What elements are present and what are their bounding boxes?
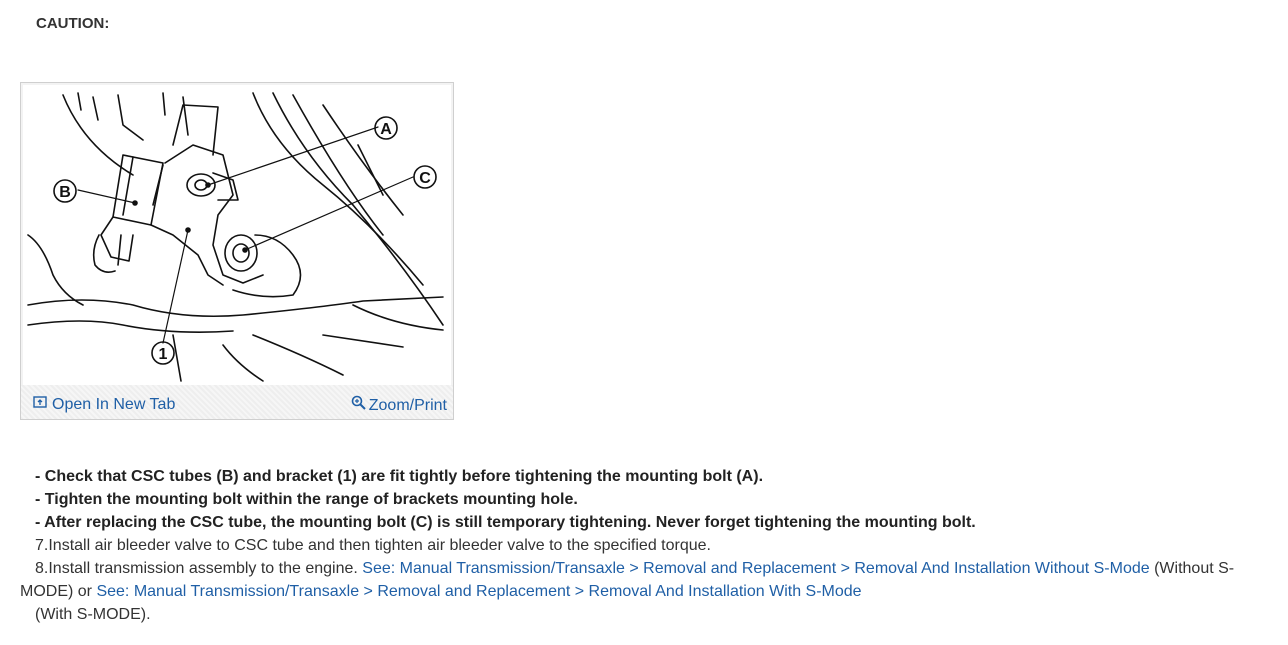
callout-c-label: C (419, 170, 431, 187)
figure-container (20, 82, 454, 420)
step-7: 7.Install air bleeder valve to CSC tube and then tighten air bleeder valve to the specified torque. (35, 537, 711, 554)
without-s-mode-link[interactable]: See: Manual Transmission/Transaxle > Removal and Replacement > Removal And Installation Without S-Mode (362, 560, 1150, 577)
step-8-middle-text: (Without S-MODE) or (20, 560, 1235, 600)
callout-b-label: B (59, 184, 71, 201)
step-8-text: 8.Install transmission assembly to the engine. (35, 560, 363, 577)
zoom-print-label: Zoom/Print (368, 396, 447, 414)
zoom-print-button[interactable] (351, 395, 447, 416)
with-s-mode-link[interactable]: See: Manual Transmission/Transaxle > Removal and Replacement > Removal And Installation With S-Mode (96, 583, 862, 600)
magnifier-icon (351, 395, 367, 416)
callout-a-label: A (380, 121, 392, 138)
open-in-new-tab-label: Open In New Tab (52, 395, 176, 413)
caution-bullet-1: - Check that CSC tubes (B) and bracket (1) are fit tightly before tightening the mounting bolt (A). (35, 468, 764, 485)
step-8 (20, 557, 1250, 603)
callout-1-label: 1 (158, 346, 168, 363)
instructions-section (20, 465, 1250, 626)
open-tab-icon (33, 395, 47, 414)
caution-heading: CAUTION: (36, 15, 110, 32)
caution-bullet-3: - After replacing the CSC tube, the mounting bolt (C) is still temporary tightening. Never forget tightening the mounting bolt. (35, 514, 976, 531)
step-8-suffix: (With S-MODE). (35, 606, 151, 623)
csc-tube-diagram (23, 85, 451, 385)
caution-bullet-2: - Tighten the mounting bolt within the range of brackets mounting hole. (35, 491, 578, 508)
figure-toolbar (21, 385, 453, 419)
open-in-new-tab-button[interactable] (33, 395, 175, 414)
